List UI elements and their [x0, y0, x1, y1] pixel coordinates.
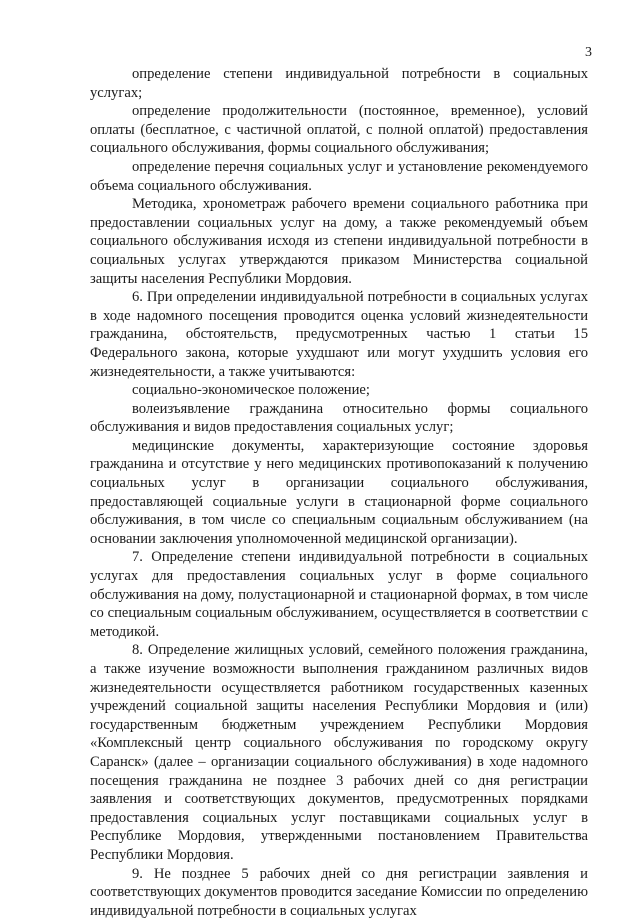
paragraph-duration-payment: определение продолжительности (постоянное, временное), условий оплаты (бесплатное, с частичной оплатой, с полной оплатой) предоставления социального обслуживания, формы социального обслуживания;	[90, 103, 588, 157]
paragraph-medical-docs: медицинские документы, характеризующие состояние здоровья гражданина и отсутствие у него медицинских противопоказаний к получению социальных услуг в организации социального обслуживания, предоставляющей социальные услуги в стационарной форме социального обслуживания, в том числе со специальным социальным обслуживанием (на основании заключения уполномоченной медицинской организации).	[90, 437, 588, 547]
paragraph-methodology: Методика, хронометраж рабочего времени социального работника при предоставлении социальных услуг на дому, а также рекомендуемый объем социального обслуживания исходя из степени индивидуальной потребности в социальных услугах утверждаются приказом Министерства социальной защиты населения Республики Мордовия.	[90, 196, 588, 287]
paragraph-clause-8: 8. Определение жилищных условий, семейного положения гражданина, а также изучение возможности выполнения гражданином различных видов жизнедеятельности осуществляется работником государственных казенных учреждений социальной защиты населения Республики Мордовия и (или) государственным бюджетным учреждением Республики Мордовия «Комплексный центр социального обслуживания по городскому округу Саранск» (далее – организации социального обслуживания) в ходе надомного посещения гражданина не позднее 3 рабочих дней со дня регистрации заявления и соответствующих документов, предусмотренных порядками предоставления социальных услуг поставщиками социальных услуг в Республике Мордовия, утвержденными постановлением Правительства Республики Мордовия.	[90, 642, 588, 863]
paragraph-clause-6: 6. При определении индивидуальной потребности в социальных услугах в ходе надомного посещения проводится оценка условий жизнедеятельности гражданина, обстоятельств, предусмотренных частью 1 статьи 15 Федерального закона, которые ухудшают или могут ухудшить условия его жизнедеятельности, а также учитываются:	[90, 289, 588, 380]
paragraph-socioeconomic: социально-экономическое положение;	[132, 382, 370, 399]
paragraph-need-degree: определение степени индивидуальной потребности в социальных услугах;	[90, 66, 588, 101]
paragraph-clause-7: 7. Определение степени индивидуальной потребности в социальных услугах для предоставления социальных услуг в форме социального обслуживания на дому, полустационарной и стационарной формах, в том числе со специальным социальным обслуживанием, осуществляется в соответствии с методикой.	[90, 549, 588, 640]
document-body	[90, 65, 588, 920]
paragraph-will: волеизъявление гражданина относительно формы социального обслуживания и видов предоставления социальных услуг;	[90, 400, 588, 436]
paragraph-service-list: определение перечня социальных услуг и установление рекомендуемого объема социального обслуживания.	[90, 158, 588, 194]
paragraph-clause-9: 9. Не позднее 5 рабочих дней со дня регистрации заявления и соответствующих документов проводится заседание Комиссии по определению индивидуальной потребности в социальных услугах	[90, 865, 588, 919]
page-number: 3	[585, 45, 592, 60]
